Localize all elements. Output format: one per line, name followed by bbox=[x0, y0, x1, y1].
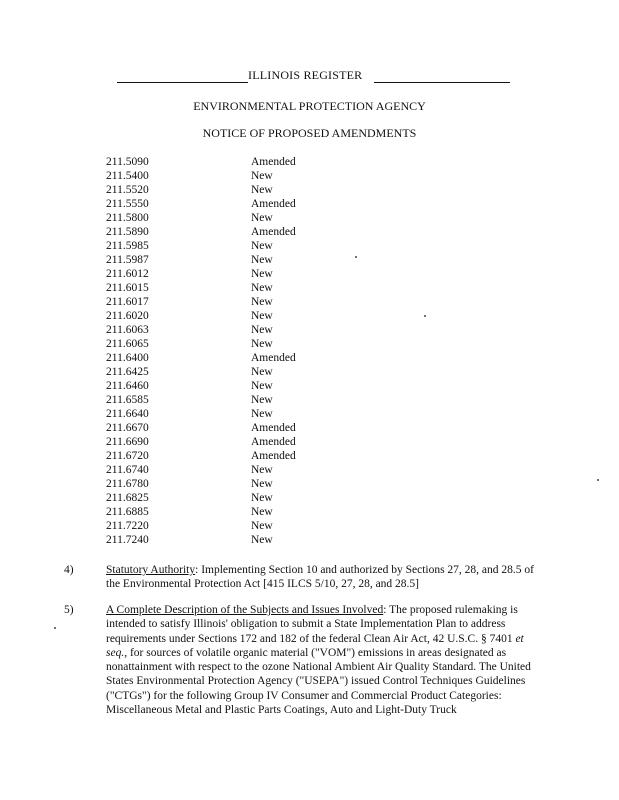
section-action: New bbox=[251, 408, 273, 420]
section-action: New bbox=[251, 310, 273, 322]
section-number: 211.6063 bbox=[106, 324, 149, 336]
section-row bbox=[106, 365, 366, 379]
section-row bbox=[106, 295, 366, 309]
agency-name: ENVIRONMENTAL PROTECTION AGENCY bbox=[193, 99, 426, 113]
section-number: 211.5890 bbox=[106, 226, 149, 238]
section-row bbox=[106, 309, 366, 323]
section-number: 211.6720 bbox=[106, 450, 149, 462]
section-number: 211.5090 bbox=[106, 156, 149, 168]
section-number: 211.6690 bbox=[106, 436, 149, 448]
section-number: 211.6780 bbox=[106, 478, 149, 490]
section-number: 211.7220 bbox=[106, 520, 149, 532]
item-text: : The proposed rulemaking is intended to satisfy Illinois' obligation to submit a State Implementation Plan to address requirements under Sections 172 and 182 of the federal Clean Air Act, 42 U.S.C. § 7401 bbox=[106, 604, 518, 645]
section-number: 211.6425 bbox=[106, 366, 149, 378]
section-row bbox=[106, 449, 366, 463]
section-action: Amended bbox=[251, 352, 296, 364]
section-action: Amended bbox=[251, 436, 296, 448]
section-action: New bbox=[251, 380, 273, 392]
section-number: 211.5520 bbox=[106, 184, 149, 196]
section-row bbox=[106, 519, 366, 533]
section-row bbox=[106, 197, 366, 211]
section-number: 211.6020 bbox=[106, 310, 149, 322]
section-number: 211.6740 bbox=[106, 464, 149, 476]
item-heading: Statutory Authority bbox=[106, 564, 196, 576]
section-action: New bbox=[251, 282, 273, 294]
section-action: New bbox=[251, 534, 273, 546]
section-action: Amended bbox=[251, 198, 296, 210]
notice-title: NOTICE OF PROPOSED AMENDMENTS bbox=[202, 126, 417, 140]
section-row bbox=[106, 421, 366, 435]
section-action: New bbox=[251, 324, 273, 336]
section-row bbox=[106, 267, 366, 281]
section-row bbox=[106, 211, 366, 225]
section-row bbox=[106, 491, 366, 505]
section-row bbox=[106, 463, 366, 477]
section-number: 211.6585 bbox=[106, 394, 149, 406]
section-number: 211.7240 bbox=[106, 534, 149, 546]
section-number: 211.6885 bbox=[106, 506, 149, 518]
section-row bbox=[106, 183, 366, 197]
section-action: Amended bbox=[251, 450, 296, 462]
section-number: 211.6460 bbox=[106, 380, 149, 392]
section-row bbox=[106, 379, 366, 393]
section-list bbox=[106, 155, 366, 547]
section-row bbox=[106, 253, 366, 267]
section-number: 211.6670 bbox=[106, 422, 149, 434]
scan-speck bbox=[54, 627, 56, 629]
section-row bbox=[106, 533, 366, 547]
section-row bbox=[106, 435, 366, 449]
section-row bbox=[106, 239, 366, 253]
section-row bbox=[106, 393, 366, 407]
section-action: New bbox=[251, 478, 273, 490]
section-action: New bbox=[251, 254, 273, 266]
section-action: New bbox=[251, 520, 273, 532]
item-number: 4) bbox=[64, 564, 74, 576]
scan-speck bbox=[355, 256, 357, 258]
section-number: 211.6400 bbox=[106, 352, 149, 364]
section-number: 211.6015 bbox=[106, 282, 149, 294]
section-row bbox=[106, 155, 366, 169]
section-action: Amended bbox=[251, 226, 296, 238]
section-number: 211.6065 bbox=[106, 338, 149, 350]
section-action: New bbox=[251, 240, 273, 252]
section-action: New bbox=[251, 268, 273, 280]
section-number: 211.6012 bbox=[106, 268, 149, 280]
scan-speck bbox=[597, 479, 599, 481]
item-heading: A Complete Description of the Subjects and Issues Involved bbox=[106, 604, 384, 616]
section-row bbox=[106, 281, 366, 295]
section-action: New bbox=[251, 212, 273, 224]
section-row bbox=[106, 225, 366, 239]
section-action: New bbox=[251, 464, 273, 476]
register-title: ILLINOIS REGISTER bbox=[248, 68, 363, 82]
section-row bbox=[106, 505, 366, 519]
section-action: New bbox=[251, 506, 273, 518]
section-row bbox=[106, 407, 366, 421]
section-row bbox=[106, 169, 366, 183]
item-body bbox=[106, 603, 536, 717]
section-number: 211.6017 bbox=[106, 296, 149, 308]
section-number: 211.5985 bbox=[106, 240, 149, 252]
section-action: New bbox=[251, 170, 273, 182]
section-action: New bbox=[251, 394, 273, 406]
header-rule-left bbox=[117, 82, 248, 83]
section-action: Amended bbox=[251, 156, 296, 168]
scan-speck bbox=[424, 315, 426, 317]
section-number: 211.6825 bbox=[106, 492, 149, 504]
header-rule-right bbox=[374, 82, 510, 83]
section-row bbox=[106, 337, 366, 351]
item-number: 5) bbox=[64, 604, 74, 616]
section-action: New bbox=[251, 338, 273, 350]
item-text-italic: et seq. bbox=[106, 632, 524, 659]
section-number: 211.5987 bbox=[106, 254, 149, 266]
section-row bbox=[106, 477, 366, 491]
section-row bbox=[106, 351, 366, 365]
item-body bbox=[106, 563, 536, 592]
section-number: 211.5800 bbox=[106, 212, 149, 224]
item-text: , for sources of volatile organic material ("VOM") emissions in areas designated as nonattainment with respect to the ozone National Ambient Air Quality Standard. The United States Environmental Protection Agency ("USEPA") issued Control Techniques Guidelines ("CTGs") for the following Group IV Consumer and Commercial Product Categories: Miscellaneous Metal and Plastic Parts Coatings, Auto and Light-Duty Truck bbox=[106, 646, 531, 717]
section-number: 211.6640 bbox=[106, 408, 149, 420]
section-action: New bbox=[251, 296, 273, 308]
item-text: : Implementing Section 10 and authorized by Sections 27, 28, and 28.5 of the Environmental Protection Act [415 ILCS 5/10, 27, 28, and 28.5] bbox=[106, 564, 534, 591]
section-number: 211.5400 bbox=[106, 170, 149, 182]
section-action: New bbox=[251, 492, 273, 504]
section-action: Amended bbox=[251, 422, 296, 434]
section-action: New bbox=[251, 366, 273, 378]
section-row bbox=[106, 323, 366, 337]
section-number: 211.5550 bbox=[106, 198, 149, 210]
section-action: New bbox=[251, 184, 273, 196]
